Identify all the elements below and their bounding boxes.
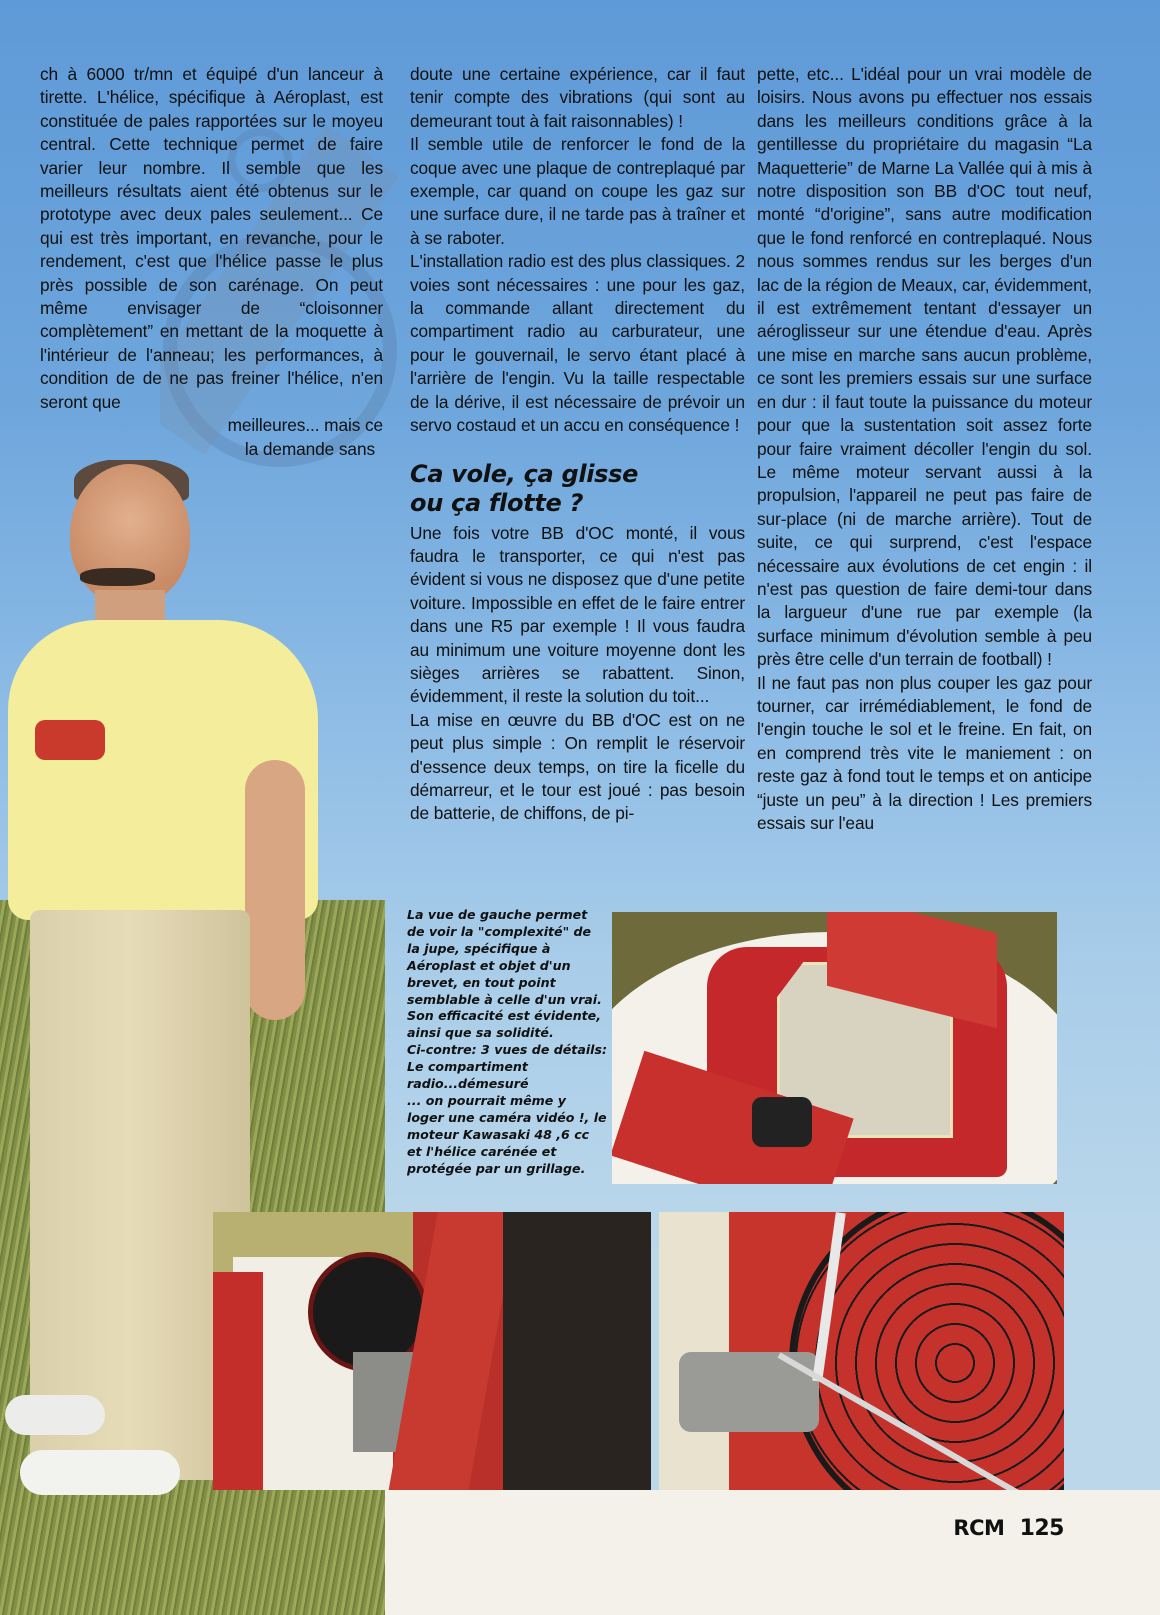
paragraph: Il semble utile de renforcer le fond de la coque avec une plaque de contreplaqué par exemple, car quand on coupe les gaz sur une surface dure, il ne tarde pas à traîner et à se raboter.: [410, 134, 745, 248]
photo-caption: [407, 907, 607, 1178]
photo-engine: [213, 1212, 651, 1490]
moustache: [80, 568, 155, 586]
paragraph-tail-line: la demande sans: [244, 438, 375, 459]
paragraph: La mise en œuvre du BB d'OC est on ne peut plus simple : On remplit le réservoir d'essence deux temps, on tire la ficelle du démarreur, et le tour est joué : pas besoin de batterie, de chiffons, de pi-: [410, 709, 745, 824]
paragraph: Une fois votre BB d'OC monté, il vous faudra le transporter, ce qui n'est pas évident si vous ne disposez que d'une petite voiture. Impossible en effet de le faire entrer dans une R5 par exemple ! Il vous faudra au minimum une voiture moyenne dont les sièges arrières se rabattent. Sinon, évidemment, il reste la solution du toit...: [410, 522, 745, 707]
paragraph: doute une certaine expérience, car il faut tenir compte des vibrations (qui sont au demeurant tout à fait raisonnables) !: [410, 64, 745, 131]
article-column-1: [40, 63, 383, 461]
shoe-right: [20, 1450, 180, 1495]
white-hull: [659, 1212, 729, 1490]
section-heading-line: ou ça flotte ?: [410, 488, 584, 517]
page-footer: [953, 1516, 1064, 1541]
article-column-3: [757, 63, 1092, 835]
paragraph: pette, etc... L'idéal pour un vrai modèle de loisirs. Nous avons pu effectuer nos essais dans les meilleurs conditions grâce à la gentillesse du propriétaire du magasin “La Maquetterie” de Marne La Vallée qui à mis à notre disposition son BB d'OC tout neuf, monté “d'origine”, sans autre modification que le fond renforcé en contreplaqué. Nous nous sommes rendus sur les berges d'un lac de la région de Meaux, car, évidemment, il est extrêmement tentant d'essayer un aéroglisseur sur une étendue d'eau. Après une mise en marche sans aucun problème, ce sont les premiers essais sur une surface en dur : il faut toute la puissance du moteur pour que la sustentation soit assez forte pour faire vraiment décoller l'engin du sol. Le même moteur servant aussi à la propulsion, l'appareil ne peut pas faire de sur-place (ni de marche arrière). Tout de suite, ce qui surprend, c'est l'espace nécessaire aux évolutions de cet engin : il n'est pas question de faire demi-tour dans la largueur d'une rue par exemple (la surface minimum d'évolution semble à peu près être celle d'un terrain de football) !: [757, 64, 1092, 670]
engine-shadow: [503, 1212, 651, 1490]
paragraph-tail-line: meilleures... mais ce: [227, 415, 383, 436]
photo-radio-compartment: [612, 912, 1057, 1184]
article-column-2: [410, 63, 745, 826]
paragraph: L'installation radio est des plus classiques. 2 voies sont nécessaires : une pour les gaz, la commande allant directement du compartiment radio au carburateur, une pour le gouvernail, le servo étant placé à l'arrière de l'engin. Vu la taille respectable de la dérive, il est nécessaire de prévoir un servo costaud et un accu en conséquence !: [410, 251, 745, 436]
arm: [245, 760, 305, 1020]
shirt-car-print: [35, 720, 105, 760]
caption-line: Ci-contre: 3 vues de détails: Le compartiment radio...démesuré: [407, 1042, 607, 1092]
section-heading-line: Ca vole, ça glisse: [410, 459, 639, 488]
servo: [752, 1097, 812, 1147]
shoe-left: [5, 1395, 105, 1435]
photo-propeller: [659, 1212, 1064, 1490]
caption-line: La vue de gauche permet de voir la "complexité" de la jupe, spécifique à Aéroplast et objet d'un brevet, en tout point semblable à celle d'un vrai. Son efficacité est évidente, ainsi que sa solidité.: [407, 907, 602, 1041]
paragraph: ch à 6000 tr/mn et équipé d'un lanceur à tirette. L'hélice, spécifique à Aéroplast, est constituée de pales rapportées sur le moyeu central. Cette technique permet de faire varier leur nombre. Il semble que les meilleurs résultats aient été obtenus sur le prototype avec deux pales seulement... Ce qui est très important, en revanche, pour le rendement, c'est que l'hélice passe le plus près possible de son carénage. On peut même envisager de “cloisonner complètement” en mettant de la moquette à l'intérieur de l'anneau; les performances, à condition de de ne pas freiner l'hélice, n'en seront que: [40, 64, 383, 412]
magazine-brand: RCM: [953, 1516, 1005, 1540]
caption-line: ... on pourrait même y loger une caméra vidéo !, le moteur Kawasaki 48 ,6 cc et l'hélice carénée et protégée par un grillage.: [407, 1092, 607, 1176]
page-number: 125: [1019, 1516, 1064, 1541]
red-skirt: [213, 1272, 263, 1490]
section-heading: [410, 460, 745, 518]
paragraph: Il ne faut pas non plus couper les gaz pour tourner, car irrémédiablement, le fond de l'engin touche le sol et le freine. En fait, on en comprend très vite le maniement : on reste gaz à fond tout le temps et on anticipe “juste un peu” à la direction ! Les premiers essais sur l'eau: [757, 672, 1092, 833]
